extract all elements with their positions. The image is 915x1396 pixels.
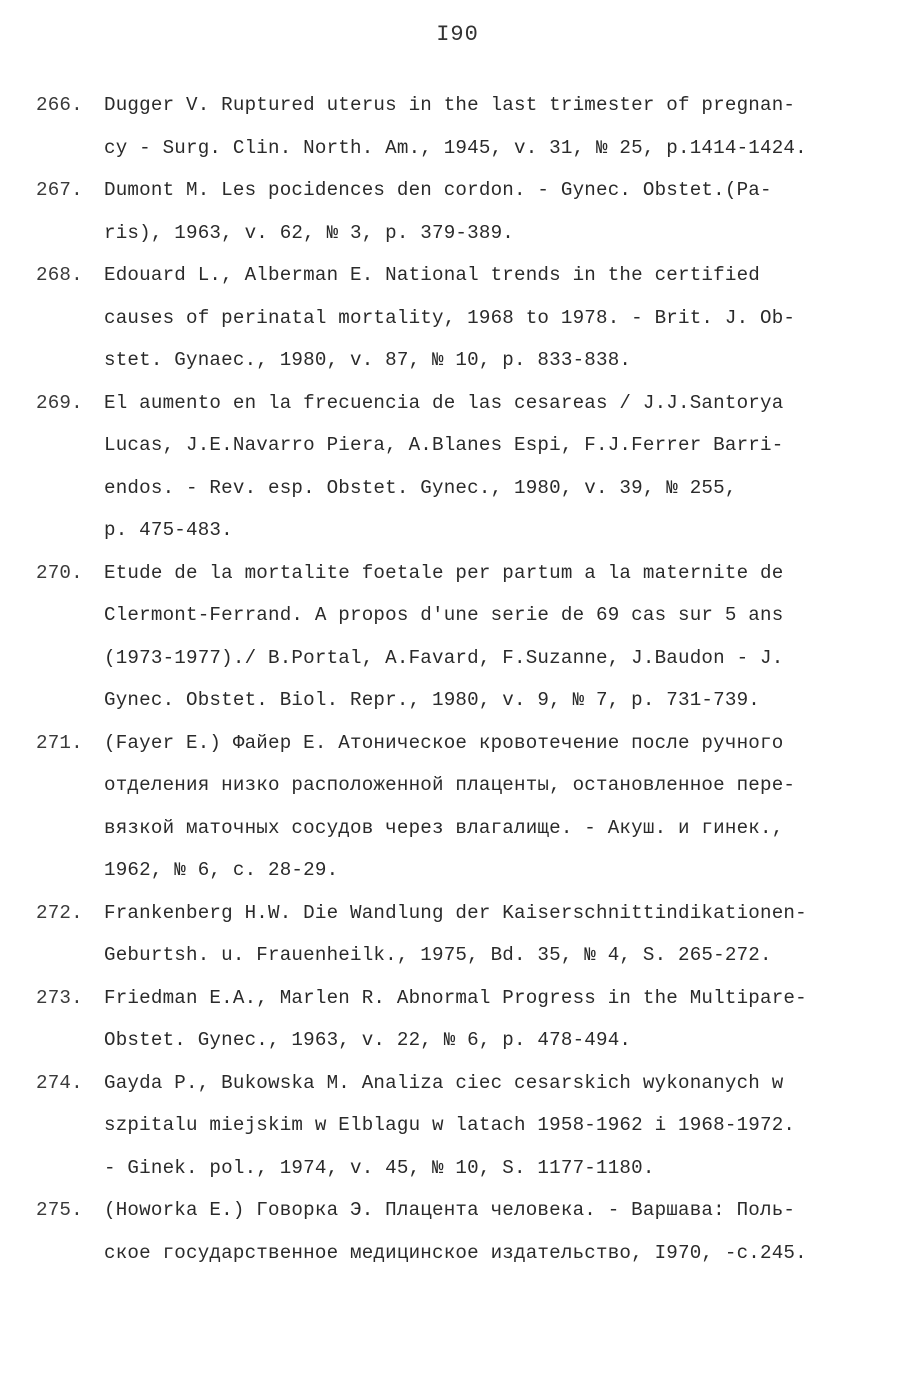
reference-number: 268. xyxy=(36,264,83,286)
reference-text-line: Friedman E.A., Marlen R. Abnormal Progress in the Multipare- xyxy=(104,986,807,1009)
reference-text-line: (Fayer E.) Файер Е. Атоническое кровотечение после ручного xyxy=(104,731,784,754)
reference-number: 274. xyxy=(36,1071,83,1094)
page-number: I90 xyxy=(436,22,479,47)
reference-number: 271. xyxy=(36,731,83,754)
reference-text-line: 1962, № 6, с. 28-29. xyxy=(104,859,339,881)
reference-item xyxy=(36,84,886,169)
reference-text-line: Gayda P., Bukowska M. Analiza ciec cesarskich wykonanych w xyxy=(104,1071,784,1094)
reference-text-line: Etude de la mortalite foetale per partum a la maternite de xyxy=(104,561,784,584)
reference-number: 269. xyxy=(36,391,83,414)
reference-number: 267. xyxy=(36,179,83,201)
reference-item xyxy=(36,977,886,1062)
reference-text-line: Lucas, J.E.Navarro Piera, A.Blanes Espi, F.J.Ferrer Barri- xyxy=(104,434,784,456)
reference-text-line: ское государственное медицинское издательство, I970, -с.245. xyxy=(104,1241,807,1264)
reference-text-line: El aumento en la frecuencia de las cesareas / J.J.Santorya xyxy=(104,391,784,414)
reference-item xyxy=(36,254,886,382)
reference-list xyxy=(36,84,886,1274)
reference-item xyxy=(36,892,886,977)
reference-item xyxy=(36,1189,886,1274)
reference-number: 275. xyxy=(36,1199,83,1221)
reference-text-line: (1973-1977)./ B.Portal, A.Favard, F.Suzanne, J.Baudon - J. xyxy=(104,646,784,669)
reference-text-line: Frankenberg H.W. Die Wandlung der Kaiserschnittindikationen- xyxy=(104,901,807,924)
reference-text-line: Gynec. Obstet. Biol. Repr., 1980, v. 9, № 7, p. 731-739. xyxy=(104,689,761,711)
reference-text-line: Dumont M. Les pocidences den cordon. - Gynec. Obstet.(Pa- xyxy=(104,179,772,201)
reference-item xyxy=(36,722,886,892)
reference-item xyxy=(36,382,886,552)
reference-item xyxy=(36,552,886,722)
reference-text-line: Edouard L., Alberman E. National trends in the certified xyxy=(104,264,761,286)
reference-number: 266. xyxy=(36,94,83,116)
reference-number: 272. xyxy=(36,901,83,924)
reference-number: 273. xyxy=(36,986,83,1009)
reference-text-line: causes of perinatal mortality, 1968 to 1978. - Brit. J. Ob- xyxy=(104,306,796,329)
reference-text-line: Dugger V. Ruptured uterus in the last trimester of pregnan- xyxy=(104,94,796,116)
reference-item xyxy=(36,169,886,254)
reference-item xyxy=(36,1062,886,1190)
reference-text-line: stet. Gynaec., 1980, v. 87, № 10, p. 833-838. xyxy=(104,349,632,371)
reference-text-line: - Ginek. pol., 1974, v. 45, № 10, S. 1177-1180. xyxy=(104,1156,655,1179)
reference-text-line: (Howorka E.) Говорка Э. Плацента человека. - Варшава: Поль- xyxy=(104,1199,796,1221)
reference-text-line: p. 475-483. xyxy=(104,519,233,541)
reference-text-line: szpitalu miejskim w Elblagu w latach 1958-1962 i 1968-1972. xyxy=(104,1114,796,1136)
reference-text-line: Obstet. Gynec., 1963, v. 22, № 6, p. 478-494. xyxy=(104,1029,632,1051)
reference-number: 270. xyxy=(36,561,83,584)
reference-text-line: Geburtsh. u. Frauenheilk., 1975, Bd. 35, № 4, S. 265-272. xyxy=(104,944,772,966)
reference-text-line: отделения низко расположенной плаценты, остановленное пере- xyxy=(104,774,796,796)
reference-text-line: cy - Surg. Clin. North. Am., 1945, v. 31, № 25, p.1414-1424. xyxy=(104,136,807,159)
reference-text-line: endos. - Rev. esp. Obstet. Gynec., 1980, v. 39, № 255, xyxy=(104,476,737,499)
reference-text-line: вязкой маточных сосудов через влагалище. - Акуш. и гинек., xyxy=(104,816,784,839)
reference-text-line: ris), 1963, v. 62, № 3, p. 379-389. xyxy=(104,221,515,244)
reference-text-line: Clermont-Ferrand. A propos d'une serie de 69 cas sur 5 ans xyxy=(104,604,784,626)
